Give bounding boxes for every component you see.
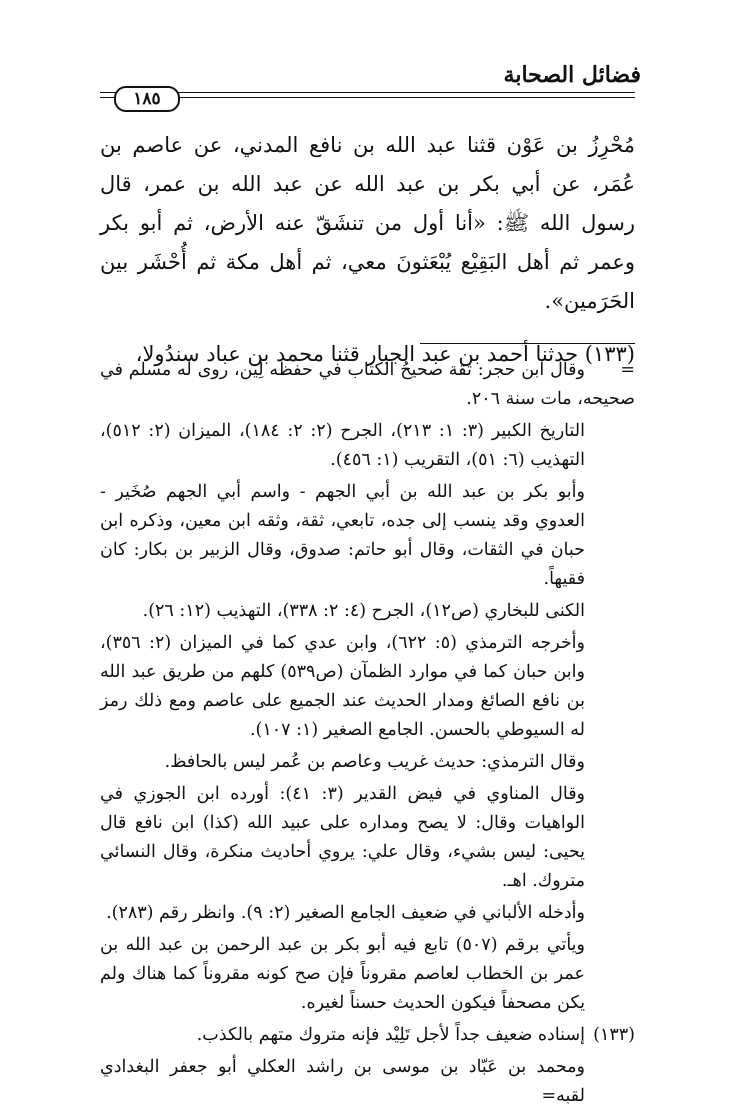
footnote-paragraph xyxy=(100,356,635,414)
footnote-paragraph: وقال المناوي في فيض القدير (٣: ٤١): أورده ابن الجوزي في الواهيات وقال: لا يصح ومداره على عبيد الله (كذا) ابن نافع قال يحيى: ليس بشيء، وقال علي: يروي أحاديث منكرة، وقال النسائي متروك. اهـ. xyxy=(100,784,586,891)
header-rule-bottom xyxy=(100,97,635,98)
footnote-paragraph: ويأتي برقم (٥٠٧) تابع فيه أبو بكر بن عبد الرحمن بن عبد الله بن عمر بن الخطاب لعاصم مقروناً فإن صح كونه مقروناً كما هناك ولم يكن مصحفاً فيكون الحديث حسناً لغيره. xyxy=(100,935,585,1013)
hadith-132-continuation: مُحْرِزُ بن عَوْن قثنا عبد الله بن نافع المدني، عن عاصم بن عُمَر، عن أبي بكر بن عبد الله عن عبد الله بن عمر، قال رسول الله ﷺ: «أنا أول من تنشَقّ عنه الأرض، ثم أبو بكر وعمر ثم أهل البَقِيْع يُبْعَثونَ معي، ثم أهل مكة ثم أُحْشَر بين الحَرَمين». xyxy=(100,133,635,313)
footnote-text: إسناده ضعيف جداً لأجل تَلِيْد فإنه متروك متهم بالكذب. xyxy=(196,1025,585,1045)
page-number: ١٨٥ xyxy=(114,86,180,112)
footnotes xyxy=(100,356,635,1114)
footnote-paragraph: التاريخ الكبير (٣: ١: ٢١٣)، الجرح (٢: ٢: ١٨٤)، الميزان (٢: ٥١٢)، التهذيب (٦: ٥١)، التقريب (١: ٤٥٦). xyxy=(100,421,585,470)
header-rule-top xyxy=(100,92,635,93)
footnote-paragraph: وأخرجه الترمذي (٥: ٦٢٢)، وابن عدي كما في الميزان (٢: ٣٥٦)، وابن حبان كما في موارد الظمآن (ص٥٣٩) كلهم من طريق عبد الله بن نافع الصائغ ومدار الحديث عند الجميع على عاصم ومع ذلك رمز له السيوطي بالحسن. الجامع الصغير (١: ١٠٧). xyxy=(100,633,585,740)
footnote-text: وقال ابن حجر: ثقة صحيحُ الكتاب في حفظه لِين، روى له مسلم في صحيحه، مات سنة ٢٠٦. xyxy=(100,360,635,409)
main-text xyxy=(100,126,635,374)
footnote-paragraph xyxy=(100,1021,635,1050)
footnote-paragraph: وقال الترمذي: حديث غريب وعاصم بن عُمر ليس بالحافظ. xyxy=(164,752,585,772)
footnote-paragraph: وأدخله الألباني في ضعيف الجامع الصغير (٢: ٩). وانظر رقم (٢٨٣). xyxy=(106,903,585,923)
footnote-separator xyxy=(420,343,635,344)
hadith-133-isnad: (١٣٣) حدثنا أحمد بن عبد الجبار قثنا محمد بن عباد سندُولا، xyxy=(135,342,635,366)
footnote-paragraph: الكنى للبخاري (ص١٢)، الجرح (٤: ٢: ٣٣٨)، التهذيب (١٢: ٢٦). xyxy=(142,601,585,621)
footnote-marker: (١٣٣) xyxy=(593,1025,635,1045)
footnote-paragraph: ومحمد بن عَبّاد بن موسى بن راشد العكلي أبو جعفر البغدادي لقبه= xyxy=(100,1057,585,1106)
footnote-paragraph: وأبو بكر بن عبد الله بن أبي الجهم - واسم أبي الجهم صُخَير - العدوي وقد ينسب إلى جده، تابعي، ثقة، وثقه ابن معين، وذكره ابن حبان في الثقات، وقال أبو حاتم: صدوق، وقال الزبير بن بكار: كان فقيهاً. xyxy=(100,482,585,589)
running-header-title: فضائل الصحابة xyxy=(503,62,641,88)
footnote-marker: = xyxy=(620,360,635,380)
